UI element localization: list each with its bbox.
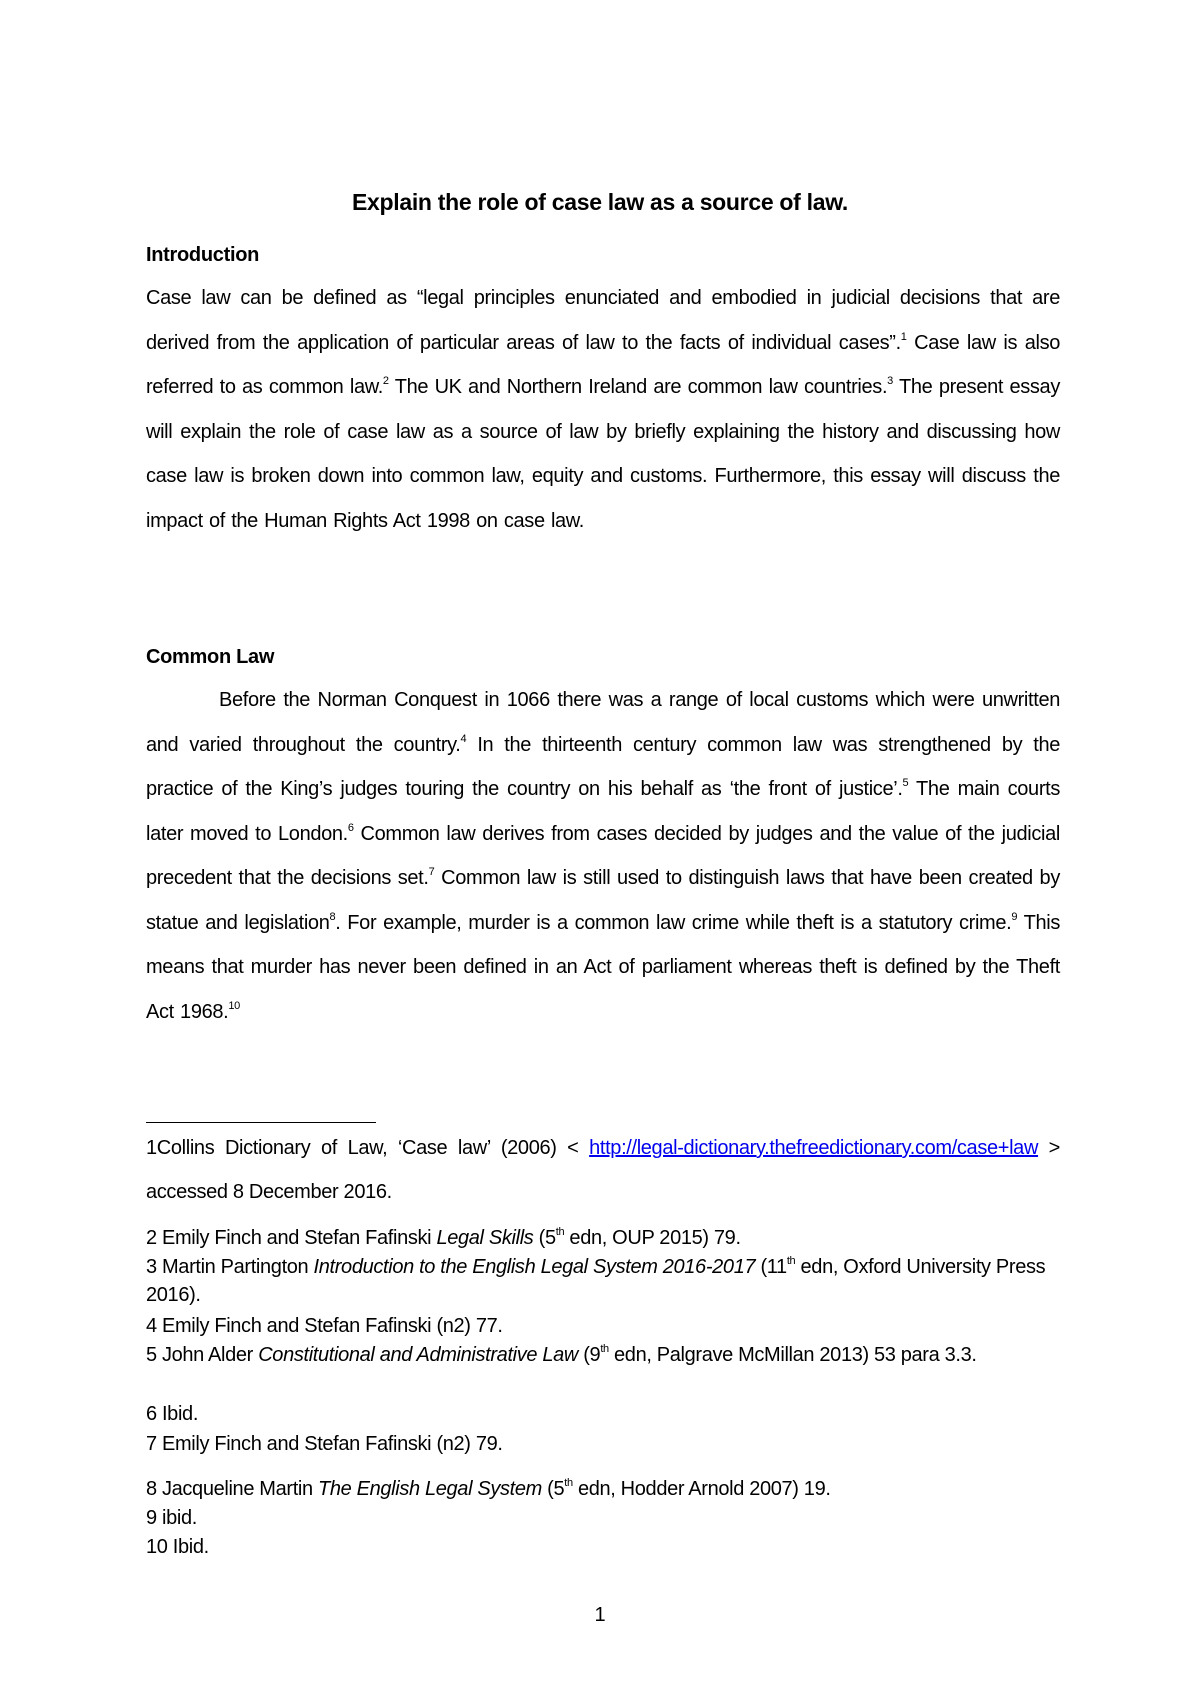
introduction-heading: Introduction (146, 244, 260, 266)
footnote-1-link[interactable]: http://legal-dictionary.thefreedictionary.com/case+law (589, 1137, 1039, 1159)
footnote-ref-1[interactable]: 1 (900, 330, 907, 343)
footnote-5: 5 John Alder Constitutional and Administrative Law (9th edn, Palgrave McMillan 2013) 53 para 3.3. (146, 1343, 977, 1366)
footnote-4: 4 Emily Finch and Stefan Fafinski (n2) 77. (146, 1315, 503, 1337)
footnote-ref-4[interactable]: 4 (460, 732, 467, 745)
footnote-7: 7 Emily Finch and Stefan Fafinski (n2) 79. (146, 1433, 503, 1455)
footnote-separator (146, 1122, 376, 1123)
page-number: 1 (594, 1604, 606, 1626)
footnote-2: 2 Emily Finch and Stefan Fafinski Legal Skills (5th edn, OUP 2015) 79. (146, 1226, 741, 1249)
footnote-ref-7[interactable]: 7 (428, 866, 435, 878)
common-law-paragraph: Before the Norman Conquest in 1066 there was a range of local customs which were unwritten and varied throughout the country.$^4$ In the thirteenth century common law was strengthened by the practice of the King’s judges touring the country on his behalf as ‘the front of justice’.$^5$ The main courts later moved to London.$^6$ Common law derives from cases decided by judges and the value of the judicial precedent that the decisions set.$^7$ Common law is still used to distinguish laws that have been created by statue and legislation$^8$. For example, murder is a common law crime while theft is a statutory crime.$^9$ This means that murder has never been defined in an Act of parliament whereas theft is defined by the Theft Act 1968.10 (146, 689, 1061, 1023)
footnote-3: 3 Martin Partington Introduction to the English Legal System 2016-2017 (11th edn, Oxford University Press 2016). (146, 1255, 1046, 1306)
footnote-ref-8[interactable]: 8 (329, 910, 336, 923)
footnote-6: 6 Ibid. (146, 1403, 199, 1425)
footnote-1: 1Collins Dictionary of Law, ‘Case law’ (2006) < http://legal-dictionary.thefreedictionary.com/case+law > accessed 8 December 2016. (146, 1137, 1060, 1203)
introduction-paragraph: Case law can be defined as “legal principles enunciated and embodied in judicial decisions that are derived from the application of particular areas of law to the facts of individual cases”.$^1$ Case law is also referred to as common law.$^2$ The UK and Northern Ireland are common law countries.$^3$ The present essay will explain the role of case law as a source of law by briefly explaining the history and discussing how case law is broken down into common law, equity and customs. Furthermore, this essay will discuss the impact of the Human Rights Act 1998 on case law. (146, 287, 1060, 532)
footnote-9: 9 ibid. (146, 1507, 197, 1529)
footnote-ref-5[interactable]: 5 (902, 777, 909, 789)
footnote-8: 8 Jacqueline Martin The English Legal System (5th edn, Hodder Arnold 2007) 19. (146, 1477, 831, 1500)
footnote-ref-10[interactable]: 10 (228, 999, 240, 1012)
common-law-heading: Common Law (146, 646, 275, 668)
footnote-ref-9[interactable]: 9 (1011, 910, 1018, 923)
footnote-ref-3[interactable]: 3 (887, 375, 893, 387)
footnote-ref-6[interactable]: 6 (347, 821, 354, 834)
footnote-10: 10 Ibid. (146, 1536, 209, 1558)
document-title: Explain the role of case law as a source of law. (351, 189, 849, 215)
footnote-ref-2[interactable]: 2 (382, 375, 389, 387)
